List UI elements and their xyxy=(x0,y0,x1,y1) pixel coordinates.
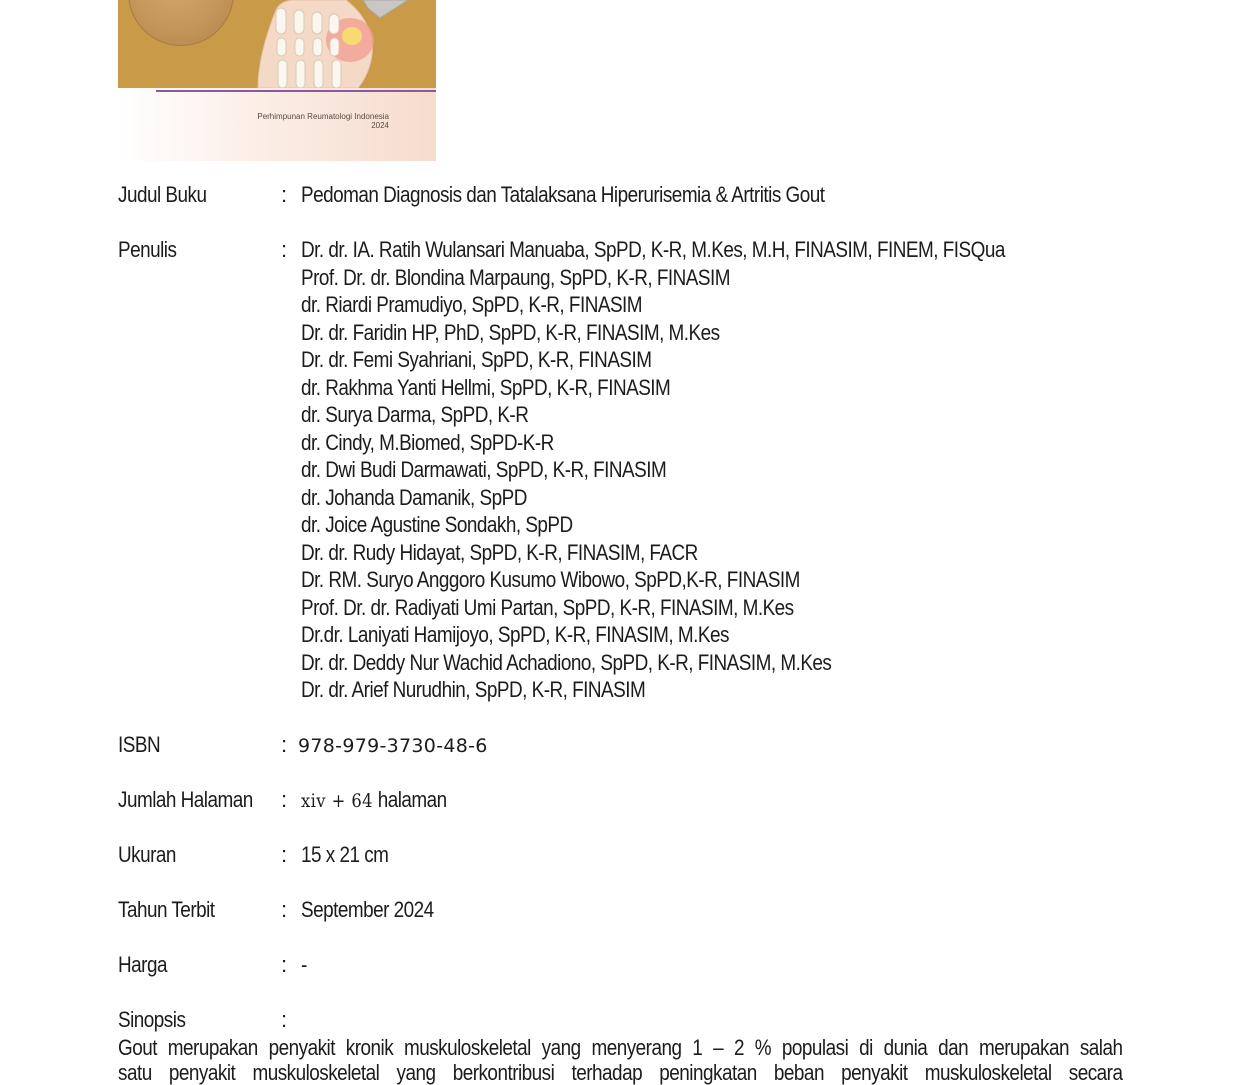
book-cover xyxy=(118,0,436,161)
field-colon: : xyxy=(281,952,287,977)
author-item: Dr. dr. Deddy Nur Wachid Achadiono, SpPD, K-R, FINASIM, M.Kes xyxy=(301,649,832,675)
foot-illustration xyxy=(118,0,436,88)
field-colon: : xyxy=(281,787,287,812)
author-item: dr. Johanda Damanik, SpPD xyxy=(301,484,527,510)
author-item: dr. Riardi Pramudiyo, SpPD, K-R, FINASIM xyxy=(301,292,643,317)
field-label: Sinopsis xyxy=(118,1007,186,1032)
author-item: dr. Cindy, M.Biomed, SpPD-K-R xyxy=(301,429,554,455)
price-value: - xyxy=(301,952,307,977)
author-item: dr. Rakhma Yanti Hellmi, SpPD, K-R, FINASIM xyxy=(301,374,671,400)
cover-publisher-name: Perhimpunan Reumatologi Indonesia xyxy=(257,112,389,121)
author-item: Prof. Dr. dr. Blondina Marpaung, SpPD, K-R, FINASIM xyxy=(301,264,731,290)
author-item: Dr. dr. Femi Syahriani, SpPD, K-R, FINASIM xyxy=(301,347,652,372)
cover-illustration xyxy=(118,0,436,88)
author-item: dr. Joice Agustine Sondakh, SpPD xyxy=(301,512,573,537)
field-label: Judul Buku xyxy=(118,182,207,207)
field-label: Tahun Terbit xyxy=(118,897,215,922)
field-colon: : xyxy=(281,237,287,262)
author-item: Dr. dr. Faridin HP, PhD, SpPD, K-R, FINASIM, M.Kes xyxy=(301,319,720,345)
book-title-value: Pedoman Diagnosis dan Tatalaksana Hiperurisemia & Artritis Gout xyxy=(301,182,825,207)
field-label: ISBN xyxy=(118,732,161,757)
field-label: Ukuran xyxy=(118,842,176,867)
authors-list xyxy=(301,236,1161,704)
publish-year-value: September 2024 xyxy=(301,897,434,922)
field-colon: : xyxy=(281,897,287,922)
isbn-value: 978-979-3730-48-6 xyxy=(298,735,488,757)
author-item: dr. Surya Darma, SpPD, K-R xyxy=(301,402,529,427)
field-label: Harga xyxy=(118,952,167,977)
field-label: Jumlah Halaman xyxy=(118,787,253,812)
field-colon: : xyxy=(281,732,287,757)
synopsis-line: satu penyakit muskuloskeletal yang berkontribusi terhadap peningkatan beban penyakit muskuloskeletal secara xyxy=(118,1060,1123,1085)
cover-divider xyxy=(156,90,436,92)
synopsis-text xyxy=(118,1035,1123,1085)
cover-publisher xyxy=(257,112,389,130)
field-colon: : xyxy=(281,842,287,867)
author-item: Dr.dr. Laniyati Hamijoyo, SpPD, K-R, FINASIM, M.Kes xyxy=(301,622,729,647)
page-count-number: xiv + 64 xyxy=(301,790,373,812)
synopsis-line: Gout merupakan penyakit kronik muskuloskeletal yang menyerang 1 – 2 % populasi di dunia dan merupakan salah xyxy=(118,1035,1123,1060)
author-item: Prof. Dr. dr. Radiyati Umi Partan, SpPD, K-R, FINASIM, M.Kes xyxy=(301,594,794,620)
author-item: Dr. dr. IA. Ratih Wulansari Manuaba, SpPD, K-R, M.Kes, M.H, FINASIM, FINEM, FISQua xyxy=(301,237,1005,262)
field-colon: : xyxy=(281,182,287,207)
author-item: Dr. dr. Arief Nurudhin, SpPD, K-R, FINASIM xyxy=(301,677,646,702)
page-count-unit: halaman xyxy=(377,787,447,812)
page-count-value xyxy=(301,786,447,816)
author-item: dr. Dwi Budi Darmawati, SpPD, K-R, FINASIM xyxy=(301,457,667,482)
author-item: Dr. RM. Suryo Anggoro Kusumo Wibowo, SpPD,K-R, FINASIM xyxy=(301,567,800,592)
cover-publisher-year: 2024 xyxy=(371,121,389,130)
field-colon: : xyxy=(281,1007,287,1032)
author-item: Dr. dr. Rudy Hidayat, SpPD, K-R, FINASIM, FACR xyxy=(301,539,698,565)
size-value: 15 x 21 cm xyxy=(301,842,389,867)
field-label: Penulis xyxy=(118,237,177,262)
